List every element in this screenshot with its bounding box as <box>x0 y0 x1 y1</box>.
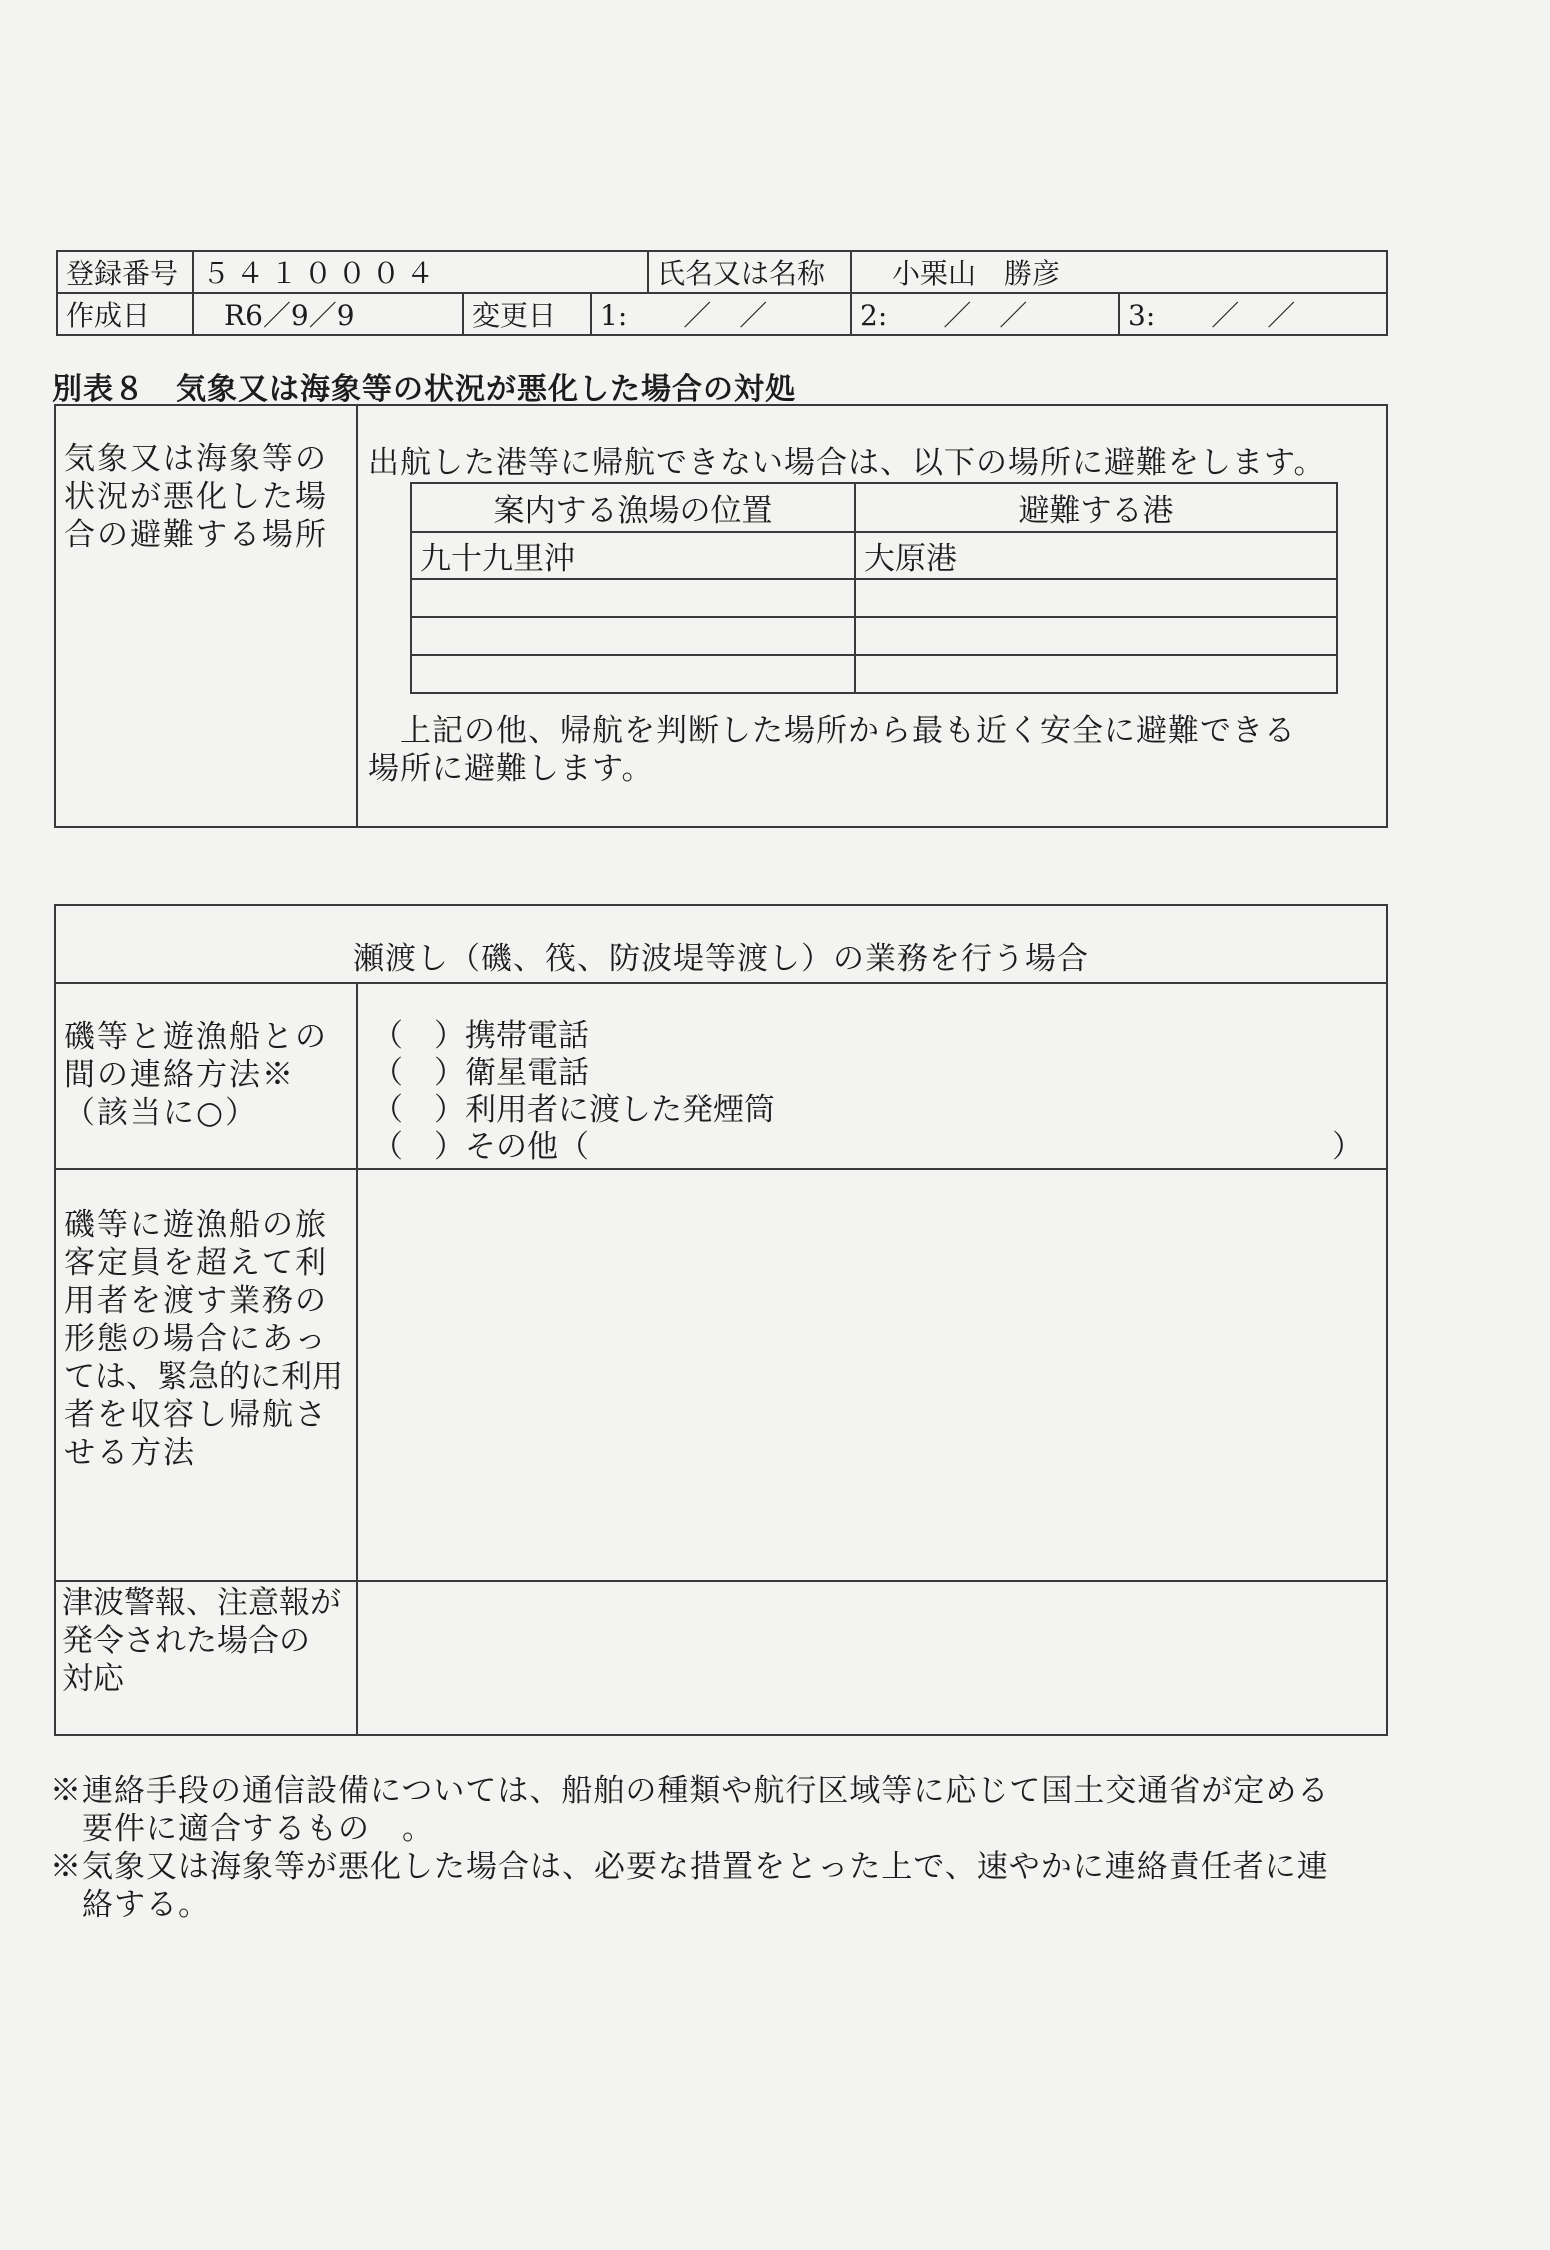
footnote-line: 要件に適合するもの 。 <box>50 1811 434 1847</box>
name-label: 氏名又は名称 <box>648 251 851 293</box>
col-header-port: 避難する港 <box>855 483 1337 532</box>
created-date: R6／9／9 <box>193 293 463 335</box>
contact-label-line: 磯等と遊漁船との <box>64 1019 328 1055</box>
evacuation-label <box>64 440 328 554</box>
footnote-line: 絡する。 <box>50 1887 210 1923</box>
spot-cell: 九十九里沖 <box>411 532 855 579</box>
ferry-heading: 瀬渡し（磯、筏、防波堤等渡し）の業務を行う場合 <box>353 941 1089 977</box>
option-other[interactable]: （ ）その他（ <box>372 1129 589 1165</box>
spot-cell <box>411 579 855 617</box>
capacity-label-line: 形態の場合にあっ <box>64 1321 328 1357</box>
ferry-heading-divider <box>54 982 1388 984</box>
evacuation-label-line: 状況が悪化した場 <box>64 479 328 515</box>
reg-no-value: ５４１０００４ <box>193 251 648 293</box>
evacuation-footer-line: 場所に避難します。 <box>368 751 654 787</box>
contact-label-line: 間の連絡方法※ <box>64 1057 295 1093</box>
capacity-label-line: 用者を渡す業務の <box>64 1283 328 1319</box>
capacity-label-line: 客定員を超えて利 <box>64 1245 328 1281</box>
contact-label-line: （該当に○） <box>64 1095 259 1131</box>
col-header-spot: 案内する漁場の位置 <box>411 483 855 532</box>
port-cell: 大原港 <box>855 532 1337 579</box>
capacity-label-line: 磯等に遊漁船の旅 <box>64 1207 328 1243</box>
ferry-divider <box>356 982 358 1736</box>
evacuation-label-line: 気象又は海象等の <box>64 441 328 477</box>
evacuation-footer <box>368 712 1296 788</box>
evacuation-table <box>410 482 1338 694</box>
section-title: 別表８ 気象又は海象等の状況が悪化した場合の対処 <box>52 372 796 407</box>
evacuation-footer-line: 上記の他、帰航を判断した場所から最も近く安全に避難できる <box>368 713 1296 749</box>
tsunami-label-line: 対応 <box>62 1661 124 1697</box>
option-smoke-flare[interactable]: （ ）利用者に渡した発煙筒 <box>372 1092 775 1128</box>
ferry-row-divider-1 <box>54 1168 1388 1170</box>
changed-label: 変更日 <box>463 293 591 335</box>
option-mobile-phone[interactable]: （ ）携帯電話 <box>372 1018 589 1054</box>
change-date-1: 1: ／ ／ <box>591 293 851 335</box>
change-date-2: 2: ／ ／ <box>851 293 1119 335</box>
ferry-row-divider-2 <box>54 1580 1388 1582</box>
port-cell <box>855 617 1337 655</box>
option-other-close: ） <box>1332 1129 1363 1165</box>
capacity-label-line: 者を収容し帰航さ <box>64 1397 328 1433</box>
capacity-label-line: ては、緊急的に利用 <box>64 1359 343 1395</box>
created-label: 作成日 <box>57 293 193 335</box>
footnote-line: ※連絡手段の通信設備については、船舶の種類や航行区域等に応じて国土交通省が定める <box>50 1773 1330 1809</box>
evacuation-intro: 出航した港等に帰航できない場合は、以下の場所に避難をします。 <box>368 445 1326 481</box>
reg-no-label: 登録番号 <box>57 251 193 293</box>
capacity-method-label <box>64 1206 343 1472</box>
name-value: 小栗山 勝彦 <box>851 251 1387 293</box>
tsunami-label <box>62 1584 341 1698</box>
port-cell <box>855 579 1337 617</box>
change-date-3: 3: ／ ／ <box>1119 293 1387 335</box>
evacuation-divider <box>356 404 358 828</box>
registration-header <box>56 250 1388 336</box>
evacuation-label-line: 合の避難する場所 <box>64 517 328 553</box>
footnote-line: ※気象又は海象等が悪化した場合は、必要な措置をとった上で、速やかに連絡責任者に連 <box>50 1849 1329 1885</box>
tsunami-label-line: 津波警報、注意報が <box>62 1585 341 1621</box>
spot-cell <box>411 655 855 693</box>
footnotes <box>50 1772 1329 1924</box>
tsunami-label-line: 発令された場合の <box>62 1623 310 1659</box>
capacity-label-line: せる方法 <box>64 1435 196 1471</box>
option-satellite-phone[interactable]: （ ）衛星電話 <box>372 1055 589 1091</box>
spot-cell <box>411 617 855 655</box>
port-cell <box>855 655 1337 693</box>
contact-options <box>372 1018 775 1166</box>
contact-method-label <box>64 1018 328 1132</box>
